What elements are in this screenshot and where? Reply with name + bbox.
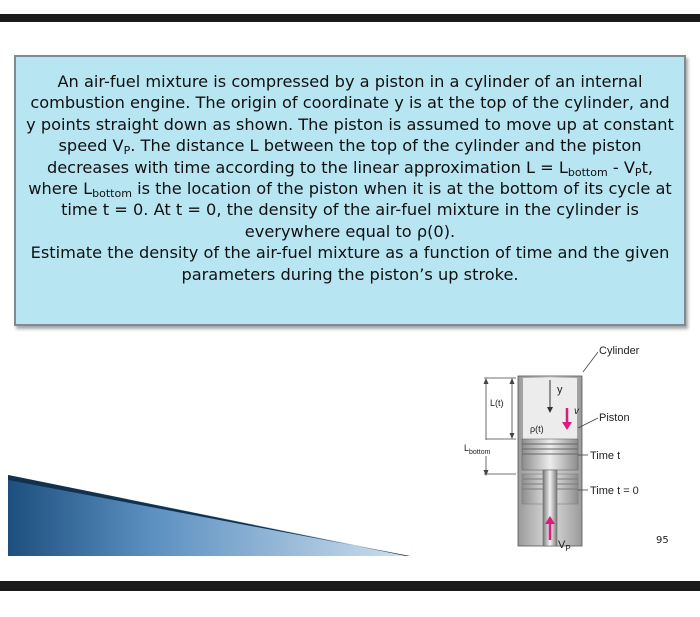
lt-label: L(t) (490, 398, 504, 408)
lbottom-label: $L_{bottom}$ (464, 443, 491, 456)
time-zero-label: Time t = 0 (590, 485, 639, 497)
piston-label: Piston (599, 412, 630, 424)
cylinder-label: Cylinder (599, 345, 640, 357)
cylinder-leader (583, 352, 598, 372)
problem-question: Estimate the density of the air-fuel mixture as a function of time and the given parameters during the piston’s up stroke. (30, 243, 670, 284)
problem-paragraph: An air-fuel mixture is compressed by a piston in a cylinder of an internal combustion engine. The origin of coordinate y is at the top of the cylinder, and y points straight down as shown. The piston is assumed to move up at constant speed $V_P$. The distance L between the top of the cylinder and the piston decreases with time according to the linear approximation $L = L_{bottom} - V_Pt$, where $L_{bottom}$ is the location of the piston when it is at the bottom of its cycle at time t = 0. At t = 0, the density of the air-fuel mixture in the cylinder is everywhere equal to ρ(0). (26, 72, 674, 241)
rho-label: ρ(t) (530, 424, 544, 434)
piston-at-time-t (522, 439, 578, 470)
time-t-label: Time t (590, 450, 621, 462)
bottom-rule (0, 581, 700, 591)
page-number: 95 (656, 535, 669, 546)
y-label: y (557, 384, 563, 396)
v-label: v (574, 406, 579, 417)
vp-label: $V_P$ (558, 539, 571, 553)
